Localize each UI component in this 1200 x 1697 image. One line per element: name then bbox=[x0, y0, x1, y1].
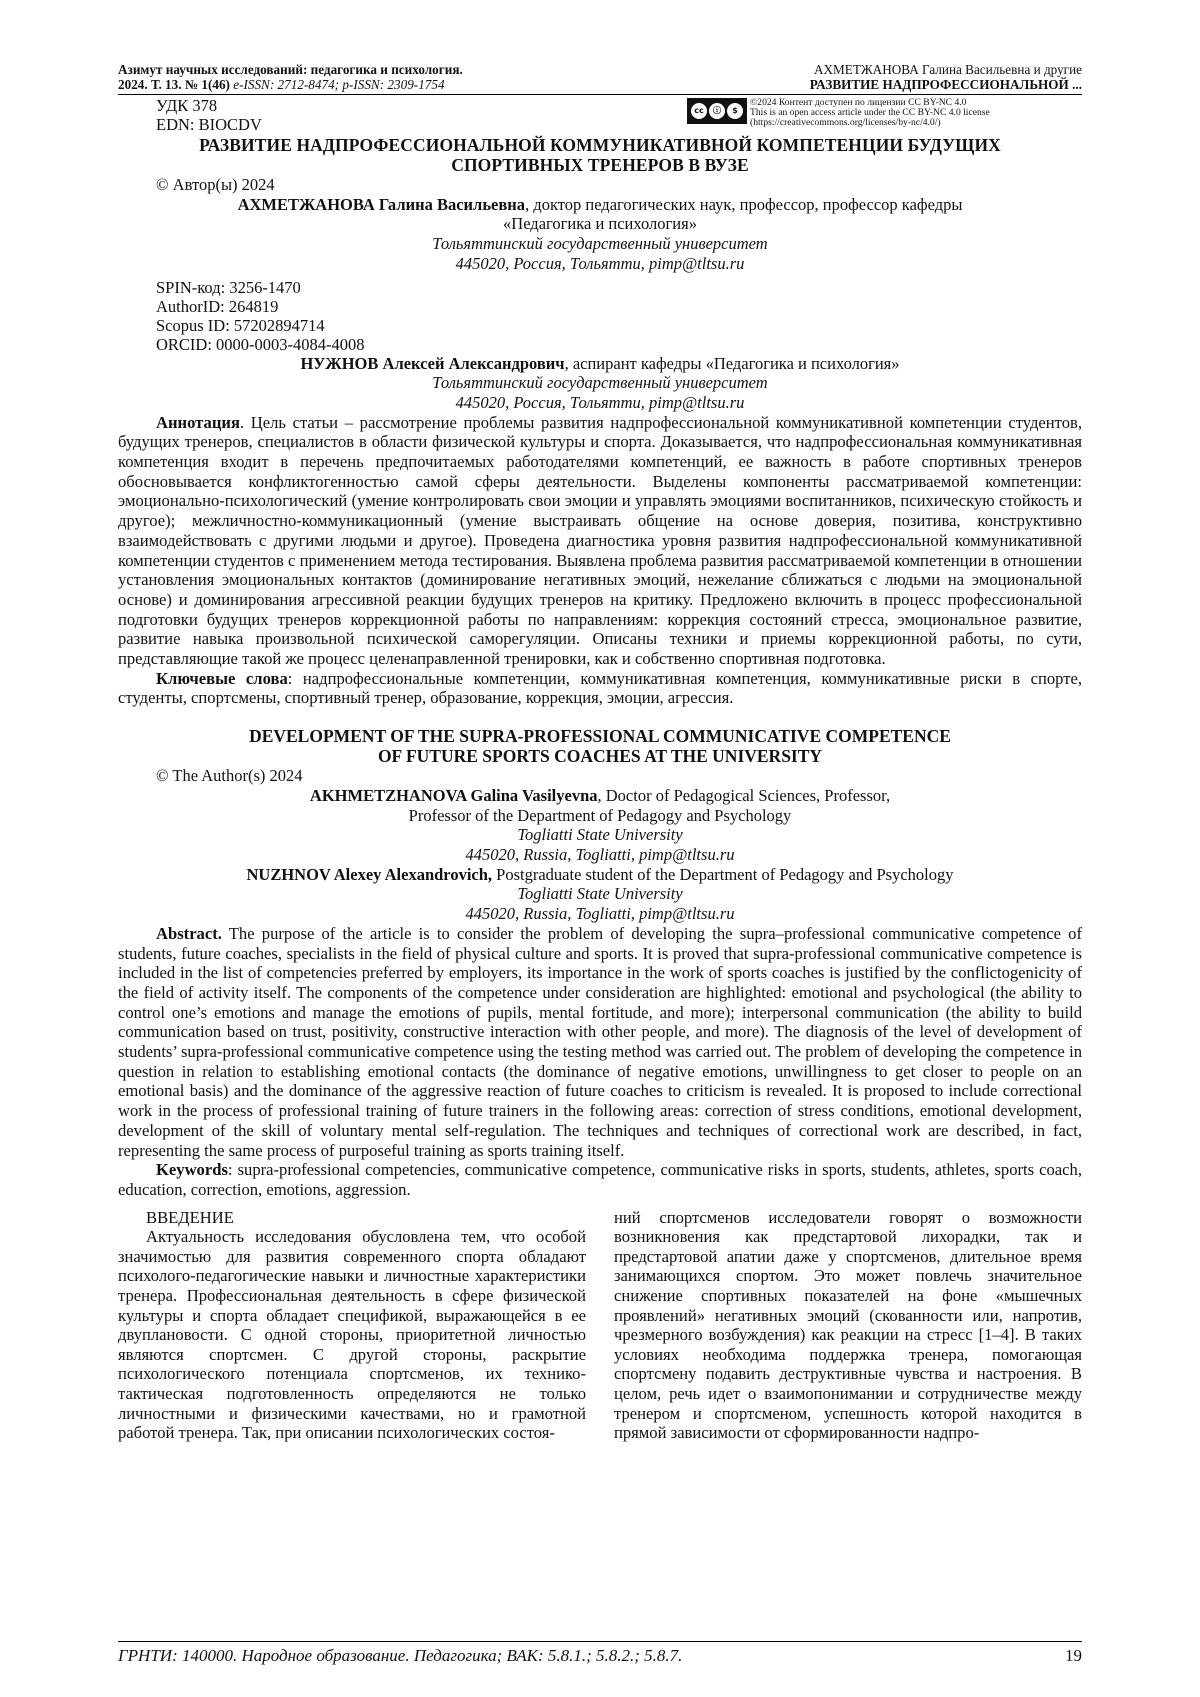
copyright-ru: © Автор(ы) 2024 bbox=[156, 175, 275, 194]
author1-en-univ: Togliatti State University bbox=[517, 825, 683, 845]
body-paragraph: ний спортсменов исследователи говорят о возможности возникновения как предстартовой лихорадки, так и предстартовой апатии даже у спортсменов, длительное время занимающихся спортом. Это может повлечь значительное снижение спортивных показателей на фоне «мышечных проявлений» негативных эмоций (скованности или, напротив, чрезмерного возбуждения) как реакции на стресс [1–4]. В таких условиях необходима поддержка тренера, помогающая спортсмену подавить деструктивные чувства и настроения. В целом, речь идет о взаимопонимании и сотрудничестве между тренером и спортсменом, успешность которой находится в прямой зависимости от сформированности надпро- bbox=[614, 1207, 1082, 1443]
header-authors: АХМЕТЖАНОВА Галина Васильевна и другие bbox=[813, 62, 1082, 77]
abstract-en bbox=[118, 924, 1082, 1160]
author-id: AuthorID: 264819 bbox=[156, 296, 279, 316]
edn: EDN: BIOCDV bbox=[156, 115, 262, 134]
keywords-en-label: Keywords bbox=[156, 1160, 228, 1180]
page bbox=[118, 62, 1082, 1443]
scopus-id: Scopus ID: 57202894714 bbox=[156, 315, 325, 335]
author1-ru-role: , доктор педагогических наук, профессор, профессор кафедры bbox=[525, 194, 963, 214]
author1-en bbox=[118, 786, 1082, 806]
author2-en-address: 445020, Russia, Togliatti, pimp@tltsu.ru bbox=[465, 904, 735, 924]
license-line: ©2024 Контент доступен по лицензии CC BY-NC 4.0 bbox=[750, 97, 967, 108]
meta-row bbox=[118, 96, 1082, 134]
abstract-en-label: Abstract. bbox=[156, 923, 222, 943]
author2-ru-role: , аспирант кафедры «Педагогика и психология» bbox=[564, 353, 900, 373]
keywords-ru bbox=[118, 669, 1082, 708]
keywords-en bbox=[118, 1160, 1082, 1199]
by-icon: ⓘ bbox=[709, 103, 725, 119]
page-footer bbox=[118, 1641, 1082, 1666]
journal-issn: e-ISSN: 2712-8474; p-ISSN: 2309-1754 bbox=[233, 77, 445, 92]
nc-icon: $ bbox=[727, 103, 743, 119]
page-number: 19 bbox=[1065, 1646, 1082, 1665]
section-heading-intro: ВВЕДЕНИЕ bbox=[146, 1207, 234, 1227]
copyright-en: © The Author(s) 2024 bbox=[156, 766, 303, 786]
running-header bbox=[118, 62, 1082, 95]
author2-ru-univ: Тольяттинский государственный университет bbox=[432, 373, 768, 393]
abstract-ru-text: . Цель статьи – рассмотрение проблемы развития надпрофессиональной коммуникативной компетенции студентов, будущих тренеров, специалистов в области физической культуры и спорта. Доказывается, что надпрофессиональная коммуникативная компетенция входит в перечень предпочитаемых работодателями компетенций, ее важность в работе спортивных тренеров обосновывается конфликтогенностью самой сферы деятельности. Выделены компоненты рассматриваемой компетенции: эмоционально-психологический (умение контролировать свои эмоции и управлять эмоциями воспитанников, психическую стойкость и другое); межличностно-коммуникационный (умение выстраивать общение на основе доверия, позитива, конструктивно взаимодействовать с другими людьми и другое). Проведена диагностика уровня развития надпрофессиональной коммуникативной компетенции студентов с применением метода тестирования. Выявлена проблема развития рассматриваемой компетенции в отношении установления эмоциональных контактов (доминирование негативных эмоций, нежелание сближаться с людьми на эмоциональной основе) и доминирования агрессивной реакции будущих тренеров на критику. Предложено включить в процесс профессиональной подготовки будущих тренеров коррекционной работы по направлениям: коррекция состояний стресса, эмоциональное развитие, развитие навыка произвольной психической саморегуляции. Описаны техники и приемы коррекционной работы, по сути, представляющие такой же процесс целенаправленной тренировки, как и собственно спортивная подготовка. bbox=[118, 412, 1082, 669]
author2-ru-address: 445020, Россия, Тольятти, pimp@tltsu.ru bbox=[455, 392, 745, 412]
license-text bbox=[750, 98, 1010, 128]
author2-en-role: Postgraduate student of the Department of Pedagogy and Psychology bbox=[492, 864, 954, 884]
author2-en-name: NUZHNOV Alexey Alexandrovich, bbox=[246, 864, 493, 884]
orcid: ORCID: 0000-0003-4084-4008 bbox=[156, 334, 365, 354]
keywords-ru-text: : надпрофессиональные компетенции, коммуникативная компетенция, коммуникативные риски в спорте, студенты, спортсмены, спортивный тренер, образование, коррекция, эмоции, агрессия. bbox=[118, 668, 1082, 708]
author1-en-name: AKHMETZHANOVA Galina Vasilyevna bbox=[309, 785, 598, 805]
abstract-ru-label: Аннотация bbox=[156, 412, 240, 432]
cc-icon: cc bbox=[691, 103, 707, 119]
journal-name: Азимут научных исследований: педагогика и психология. bbox=[118, 62, 463, 77]
body-column-right bbox=[614, 1208, 1082, 1443]
journal-issue-line bbox=[118, 77, 463, 92]
license-block[interactable] bbox=[687, 98, 1010, 128]
author2-ru-name: НУЖНОВ Алексей Александрович bbox=[300, 353, 565, 373]
abstract-en-text: The purpose of the article is to consider the problem of developing the supra–professional communicative competence of students, future coaches, specialists in the field of physical culture and sports. It is proved that supra-professional communicative competence is included in the list of competencies preferred by employers, its importance in the work of sports coaches is justified by the conflictogenicity of the field of activity itself. The components of the competence under consideration are highlighted: emotional and psychological (the ability to control one’s emotions and manage the emotions of pupils, mental fortitude, and more); interpersonal communication (the ability to build communication based on trust, positivity, constructive interaction with other people, and more). The diagnosis of the level of development of students’ supra-professional communicative competence using the testing method was carried out. The problem of developing the competence in question in relation to establishing emotional contacts (the dominance of negative emotions, unwillingness to get closer to people on an emotional basis) and the dominance of the aggressive reaction of future coaches to criticism is revealed. It is proposed to include correctional work in the process of professional training of future trainers in the following areas: correction of stress conditions, emotional development, development of the skill of voluntary mental self-regulation. The techniques and techniques of correctional work are described, in fact, representing the same process of purposeful training as sports training itself. bbox=[118, 923, 1082, 1160]
author1-ru bbox=[118, 195, 1082, 215]
author1-ru-univ: Тольяттинский государственный университет bbox=[432, 234, 768, 254]
article-title-ru bbox=[118, 135, 1082, 175]
abstract-ru bbox=[118, 413, 1082, 669]
author1-en-address: 445020, Russia, Togliatti, pimp@tltsu.ru bbox=[465, 844, 735, 864]
author1-ru-name: АХМЕТЖАНОВА Галина Васильевна bbox=[237, 194, 526, 214]
title-ru-line: РАЗВИТИЕ НАДПРОФЕССИОНАЛЬНОЙ КОММУНИКАТИВНОЙ КОМПЕТЕНЦИИ БУДУЩИХ bbox=[199, 135, 1001, 155]
spin-code: SPIN-код: 3256-1470 bbox=[156, 277, 301, 297]
author1-ru-address: 445020, Россия, Тольятти, pimp@tltsu.ru bbox=[455, 253, 745, 273]
author2-en-univ: Togliatti State University bbox=[517, 884, 683, 904]
license-url[interactable]: (https://creativecommons.org/licenses/by-nc/4.0/) bbox=[750, 117, 941, 128]
cc-license-icon[interactable] bbox=[687, 98, 747, 124]
body-paragraph: Актуальность исследования обусловлена тем, что особой значимостью для развития современного спорта обладают психолого-педагогические навыки и личностные характеристики тренера. Профессиональная деятельность в сфере физической культуры и спорта обладает спецификой, выражающейся в ее двуплановости. С одной стороны, приоритетной личностью являются спортсмен. С другой стороны, раскрытие психологического потенциала спортсменов, их технико-тактическая подготовленность определяются не только личностными и физическими качествами, но и грамотной работой тренера. Так, при описании психологических состоя- bbox=[118, 1227, 586, 1443]
title-en-line: DEVELOPMENT OF THE SUPRA-PROFESSIONAL COMMUNICATIVE COMPETENCE bbox=[249, 726, 951, 747]
classification-codes: ГРНТИ: 140000. Народное образование. Педагогика; ВАК: 5.8.1.; 5.8.2.; 5.8.7. bbox=[118, 1646, 683, 1665]
author1-en-role2: Professor of the Department of Pedagogy and Psychology bbox=[408, 805, 792, 825]
author1-ru-role2: «Педагогика и психология» bbox=[503, 214, 697, 234]
license-line: This is an open access article under the CC BY-NC 4.0 license bbox=[750, 107, 990, 118]
author2-en bbox=[118, 865, 1082, 885]
header-title: РАЗВИТИЕ НАДПРОФЕССИОНАЛЬНОЙ ... bbox=[809, 77, 1082, 92]
keywords-ru-label: Ключевые слова bbox=[156, 668, 288, 688]
author1-en-role: , Doctor of Pedagogical Sciences, Professor, bbox=[597, 785, 891, 805]
author1-ids bbox=[118, 278, 1082, 354]
title-en-line: OF FUTURE SPORTS COACHES AT THE UNIVERSITY bbox=[377, 746, 823, 767]
article-title-en bbox=[118, 726, 1082, 766]
body-column-left bbox=[118, 1208, 586, 1443]
journal-issue: 2024. Т. 13. № 1(46) bbox=[118, 77, 230, 92]
identifiers bbox=[156, 96, 262, 134]
body-columns bbox=[118, 1208, 1082, 1443]
article-info bbox=[810, 62, 1082, 92]
title-ru-line: СПОРТИВНЫХ ТРЕНЕРОВ В ВУЗЕ bbox=[451, 155, 749, 175]
journal-info bbox=[118, 62, 463, 92]
udk: УДК 378 bbox=[156, 96, 218, 115]
keywords-en-text: : supra-professional competencies, communicative competence, communicative risks in sports, students, athletes, sports coach, education, correction, emotions, aggression. bbox=[118, 1160, 1082, 1199]
author2-ru bbox=[118, 354, 1082, 374]
